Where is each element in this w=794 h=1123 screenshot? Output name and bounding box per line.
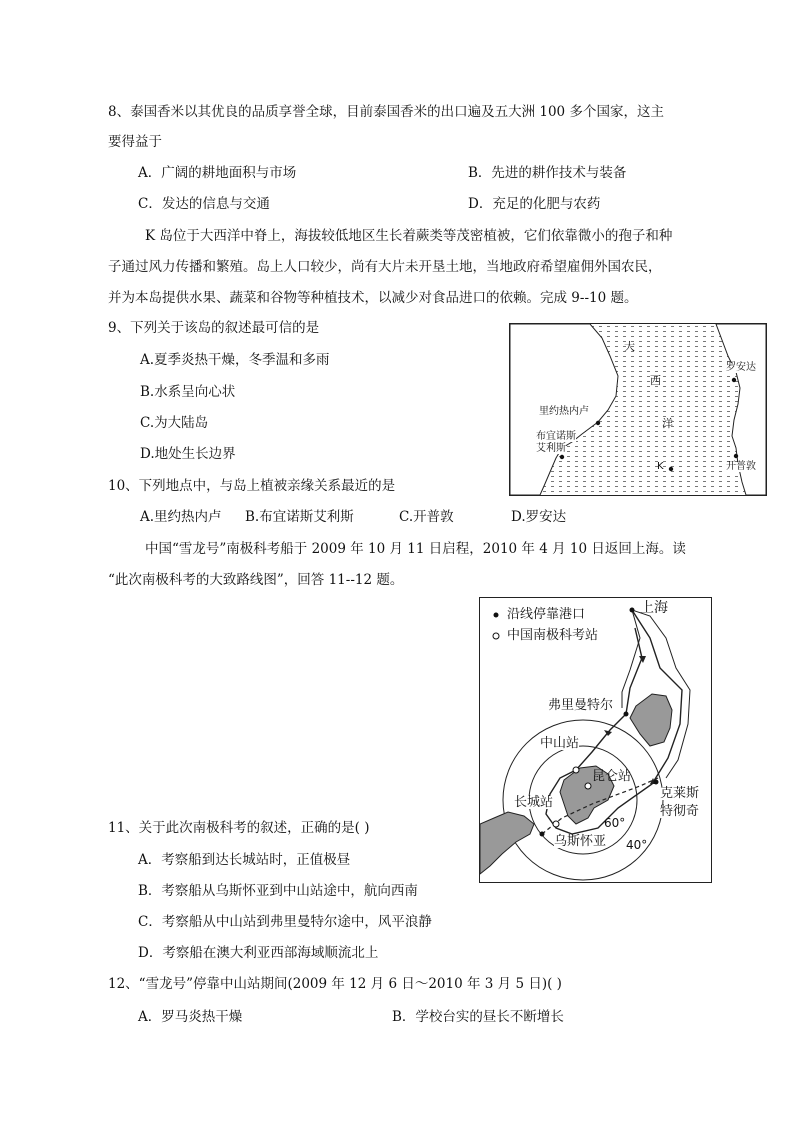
passage-k-line3: 并为本岛提供水果、蔬菜和谷物等种植技术，以减少对食品进口的依赖。完成 9--10 题。: [108, 290, 638, 306]
port-ushuaia-dot: [540, 832, 545, 837]
legend-port-marker: [494, 613, 499, 618]
label-buenos-aires-2: 艾利斯: [536, 443, 566, 454]
q9-option-d: D.地处生长边界: [140, 446, 236, 462]
q12-stem: 12、“雪龙号”停靠中山站期间(2009 年 12 月 6 日～2010 年 3 月 5 日)( ): [108, 976, 562, 992]
q11-option-d: D．考察船在澳大利亚西部海域顺流北上: [138, 945, 379, 961]
station-changcheng-marker: [553, 821, 559, 827]
label-lat-60: 60°: [604, 816, 626, 830]
q9-stem: 9、下列关于该岛的叙述最可信的是: [108, 320, 320, 336]
k-island-dot: [669, 467, 673, 471]
q11-option-c: C．考察船从中山站到弗里曼特尔途中，风平浪静: [138, 914, 432, 930]
q8-option-b: B．先进的耕作技术与装备: [468, 165, 627, 181]
rio-dot: [596, 421, 600, 425]
port-fremantle-dot: [624, 712, 629, 717]
q8-option-a: A．广阔的耕地面积与市场: [138, 165, 297, 181]
label-changcheng: 长城站: [514, 795, 554, 810]
q8-option-d: D．充足的化肥与农药: [468, 196, 601, 212]
q9-option-c: C.为大陆岛: [140, 415, 209, 431]
legend-station-label: 中国南极科考站: [507, 628, 599, 643]
atlantic-map: [509, 323, 767, 496]
luanda-dot: [732, 378, 736, 382]
q9-option-b: B.水系呈向心状: [140, 384, 236, 400]
label-shanghai: 上海: [640, 600, 668, 616]
passage-xl-line2: “此次南极科考的大致路线图”，回答 11--12 题。: [108, 572, 404, 588]
label-luanda: 罗安达: [726, 362, 756, 373]
buenos-aires-dot: [560, 455, 564, 459]
q10-option-c: C.开普敦: [399, 509, 454, 525]
q12-option-a: A．罗马炎热干燥: [138, 1009, 243, 1025]
port-christchurch-dot: [654, 780, 659, 785]
label-christchurch-1: 克莱斯: [660, 786, 700, 801]
q12-option-b: B．学校台实的昼长不断增长: [392, 1009, 564, 1025]
label-yang: 洋: [662, 417, 673, 430]
q8-stem-line2: 要得益于: [108, 134, 162, 150]
label-cape-town: 开普敦: [726, 461, 756, 472]
q11-stem: 11、关于此次南极科考的叙述，正确的是( ): [108, 820, 370, 836]
legend-station-marker: [493, 633, 499, 639]
label-zhongshan: 中山站: [540, 736, 580, 751]
label-xi: 西: [650, 374, 661, 387]
q8-option-c: C．发达的信息与交通: [138, 196, 270, 212]
station-kunlun-marker: [585, 783, 591, 789]
label-da: 大: [624, 340, 635, 353]
label-rio: 里约热内卢: [539, 406, 589, 417]
q10-option-d: D.罗安达: [511, 509, 567, 525]
port-shanghai-dot: [630, 608, 635, 613]
label-lat-40: 40°: [626, 838, 648, 852]
passage-k-line2: 子通过风力传播和繁殖。岛上人口较少，尚有大片未开垦土地，当地政府希望雇佣外国农民，: [108, 259, 662, 275]
label-k: K: [657, 461, 664, 472]
q11-option-b: B．考察船从乌斯怀亚到中山站途中，航向西南: [138, 883, 418, 899]
label-buenos-aires-1: 布宜诺斯: [536, 431, 576, 442]
label-fremantle: 弗里曼特尔: [548, 698, 614, 713]
q10-stem: 10、下列地点中，与岛上植被亲缘关系最近的是: [108, 478, 396, 494]
legend-port-label: 沿线停靠港口: [507, 607, 586, 622]
station-zhongshan-marker: [573, 767, 579, 773]
cape-town-dot: [734, 454, 738, 458]
label-ushuaia: 乌斯怀亚: [554, 834, 607, 849]
q11-option-a: A．考察船到达长城站时，正值极昼: [138, 852, 351, 868]
label-kunlun: 昆仑站: [592, 769, 632, 784]
label-christchurch-2: 特彻奇: [660, 804, 700, 819]
passage-xl-line1: 中国“雪龙号”南极科考船于 2009 年 10 月 11 日启程，2010 年 4 月 10 日返回上海。读: [145, 541, 686, 557]
q10-option-b: B.布宜诺斯艾利斯: [245, 509, 354, 525]
q9-option-a: A.夏季炎热干燥，冬季温和多雨: [140, 352, 330, 368]
passage-k-line1: K 岛位于大西洋中脊上，海拔较低地区生长着蕨类等茂密植被，它们依靠微小的孢子和种: [145, 228, 673, 244]
q8-stem-line1: 8、泰国香米以其优良的品质享誉全球，目前泰国香米的出口遍及五大洲 100 多个国家，这主: [108, 104, 664, 120]
q10-option-a: A.里约热内卢: [140, 509, 222, 525]
antarctic-route-map: [479, 597, 712, 883]
